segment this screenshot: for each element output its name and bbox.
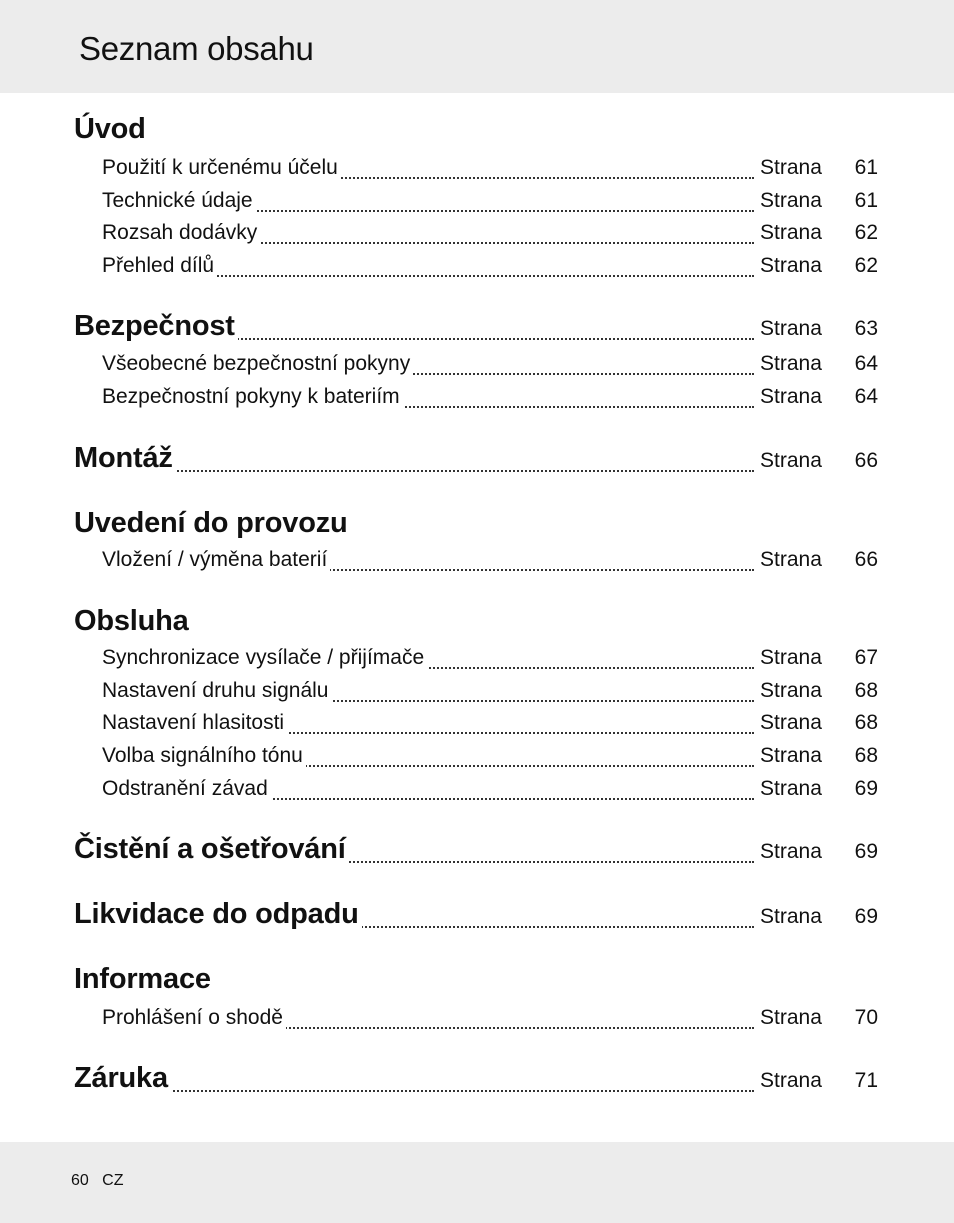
toc-entry xyxy=(0,673,954,707)
toc-entry-title: Nastavení hlasitosti xyxy=(102,711,287,735)
toc-entry xyxy=(0,248,954,282)
toc-page-prefix: Strana xyxy=(760,254,822,277)
toc-section-title: Montáž xyxy=(74,442,176,475)
toc-page-prefix: Strana xyxy=(760,744,822,767)
toc-entry xyxy=(0,738,954,772)
toc-page-prefix: Strana xyxy=(760,646,822,669)
toc-page-number: 63 xyxy=(854,317,878,340)
toc-section-heading xyxy=(0,834,954,868)
toc-page-prefix: Strana xyxy=(760,189,822,212)
toc-page-number: 69 xyxy=(854,905,878,928)
toc-entry-title: Prohlášení o shodě xyxy=(102,1006,286,1030)
toc-entry xyxy=(0,771,954,805)
toc-page-number: 64 xyxy=(854,352,878,375)
toc-page-number: 70 xyxy=(854,1006,878,1029)
toc-page-number: 61 xyxy=(854,156,878,179)
toc-section-title: Čistění a ošetřování xyxy=(74,833,349,866)
toc-section-heading xyxy=(0,443,954,477)
toc-page-number: 69 xyxy=(854,777,878,800)
toc-page-number: 64 xyxy=(854,385,878,408)
toc-page-prefix: Strana xyxy=(760,385,822,408)
toc-section-title: Úvod xyxy=(74,113,149,146)
toc-page-prefix: Strana xyxy=(760,221,822,244)
toc-dot-leader xyxy=(74,1090,754,1092)
toc-entry xyxy=(0,379,954,413)
toc-page-number: 67 xyxy=(854,646,878,669)
toc-page-number: 62 xyxy=(854,254,878,277)
toc-page-number: 71 xyxy=(854,1069,878,1092)
toc-section-title: Obsluha xyxy=(74,605,192,638)
toc-page-prefix: Strana xyxy=(760,1006,822,1029)
toc-entry-title: Bezpečnostní pokyny k bateriím xyxy=(102,385,403,409)
toc-section-title: Uvedení do provozu xyxy=(74,507,351,540)
toc-page-prefix: Strana xyxy=(760,905,822,928)
page-title: Seznam obsahu xyxy=(79,30,314,67)
toc-page-prefix: Strana xyxy=(760,449,822,472)
page-footer xyxy=(0,1142,954,1223)
toc-entry xyxy=(0,150,954,184)
toc-page-number: 69 xyxy=(854,840,878,863)
toc-entry-title: Nastavení druhu signálu xyxy=(102,679,331,703)
toc-dot-leader xyxy=(74,470,754,472)
toc-entry-title: Všeobecné bezpečnostní pokyny xyxy=(102,352,413,376)
toc-page-number: 68 xyxy=(854,744,878,767)
toc-entry xyxy=(0,1000,954,1034)
toc-entry-title: Technické údaje xyxy=(102,189,256,213)
toc-entry xyxy=(0,640,954,674)
toc-entry-title: Použití k určenému účelu xyxy=(102,156,341,180)
toc-page-number: 68 xyxy=(854,679,878,702)
toc-entry-title: Rozsah dodávky xyxy=(102,221,260,245)
toc-entry-title: Odstranění závad xyxy=(102,777,271,801)
toc-section-heading xyxy=(0,508,954,542)
toc-entry-title: Vložení / výměna baterií xyxy=(102,548,330,572)
page-header xyxy=(0,0,954,93)
footer-language: CZ xyxy=(102,1172,124,1189)
toc-section-title: Záruka xyxy=(74,1062,171,1095)
toc-page-prefix: Strana xyxy=(760,156,822,179)
toc-page-number: 68 xyxy=(854,711,878,734)
toc-page-number: 66 xyxy=(854,548,878,571)
toc-section-heading xyxy=(0,311,954,345)
toc-entry-title: Synchronizace vysílače / přijímače xyxy=(102,646,427,670)
toc-page-prefix: Strana xyxy=(760,711,822,734)
toc-page-prefix: Strana xyxy=(760,777,822,800)
toc-page-prefix: Strana xyxy=(760,352,822,375)
toc-page-prefix: Strana xyxy=(760,1069,822,1092)
toc-section-title: Bezpečnost xyxy=(74,310,238,343)
toc-entry xyxy=(0,183,954,217)
footer-label xyxy=(71,1172,123,1190)
toc-page-prefix: Strana xyxy=(760,679,822,702)
toc-entry xyxy=(0,542,954,576)
toc-page-prefix: Strana xyxy=(760,548,822,571)
toc-entry-title: Přehled dílů xyxy=(102,254,217,278)
toc-entry-title: Volba signálního tónu xyxy=(102,744,306,768)
toc-page-number: 61 xyxy=(854,189,878,212)
toc-page-prefix: Strana xyxy=(760,317,822,340)
toc-section-title: Informace xyxy=(74,963,214,996)
toc-section-title: Likvidace do odpadu xyxy=(74,898,362,931)
toc-page-number: 66 xyxy=(854,449,878,472)
toc-entry xyxy=(0,705,954,739)
toc-section-heading xyxy=(0,1063,954,1097)
toc-section-heading xyxy=(0,114,954,148)
toc-entry xyxy=(0,346,954,380)
toc-entry xyxy=(0,215,954,249)
footer-page-number: 60 xyxy=(71,1172,89,1189)
toc-page-number: 62 xyxy=(854,221,878,244)
toc-section-heading xyxy=(0,606,954,640)
toc-section-heading xyxy=(0,964,954,998)
toc-section-heading xyxy=(0,899,954,933)
toc-page-prefix: Strana xyxy=(760,840,822,863)
